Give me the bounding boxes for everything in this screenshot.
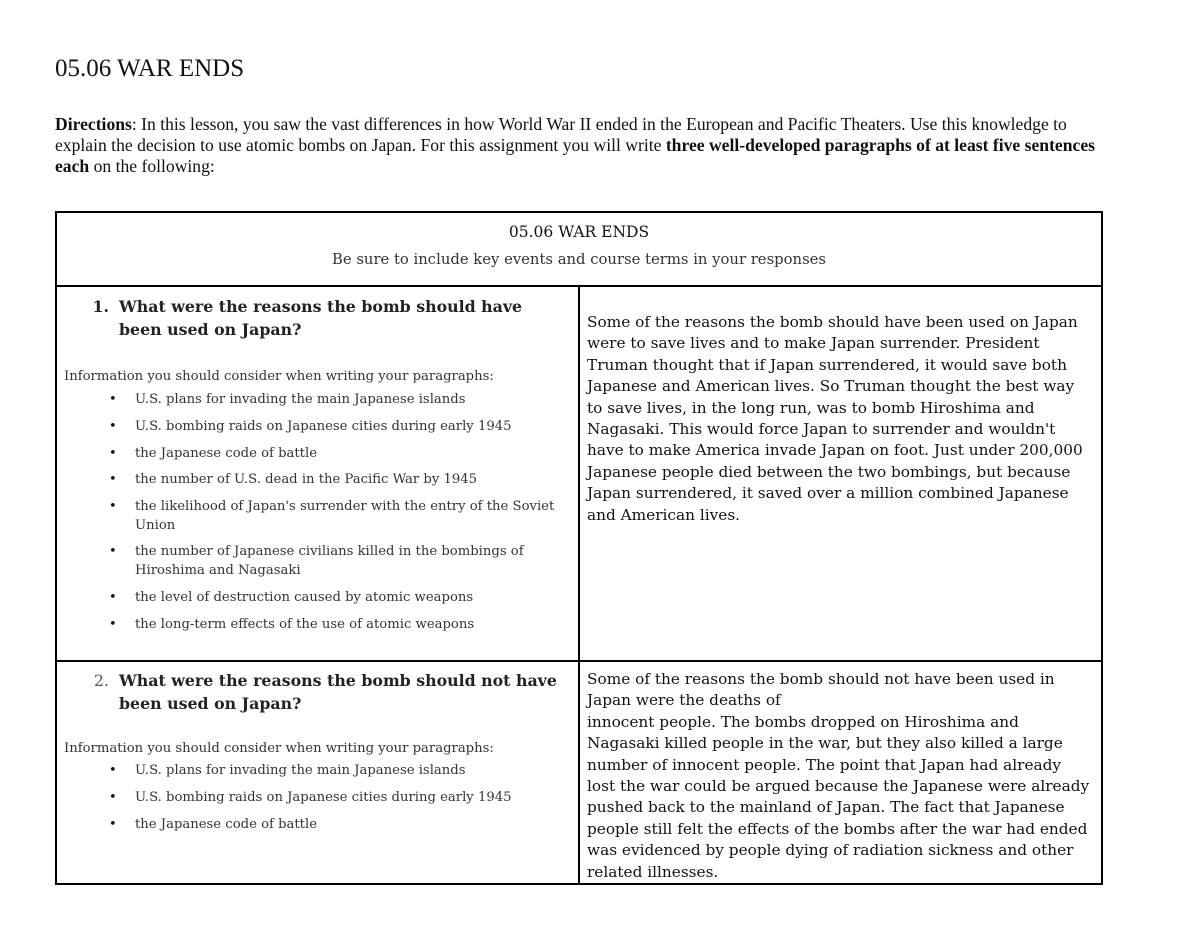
directions-requirement: three well-developed paragraphs of at least five sentences each [55,135,1095,176]
info-label: Information you should consider when writing your paragraphs: [64,369,494,384]
answer-text[interactable] [580,662,1101,883]
list-item: • U.S. plans for invading the main Japanese islands [57,391,578,410]
directions-text: : In this lesson, you saw the vast differences in how World War II ended in the European and Pacific Theaters. Use this knowledge to explain the decision to use atomic bombs on Japan. For this assignment you will write [55,114,1067,155]
list-item: • U.S. bombing raids on Japanese cities during early 1945 [57,789,578,808]
list-item: • the Japanese code of battle [57,445,578,464]
table-header-title: 05.06 WAR ENDS [508,223,650,241]
table-header-row [56,212,1102,286]
page-title: 05.06 WAR ENDS [55,55,245,82]
table-row [56,286,1102,661]
question-number: 1. [92,297,109,316]
answer-cell[interactable] [579,661,1102,884]
table-header-cell [56,212,1102,286]
question-text: What were the reasons the bomb should have been used on Japan? [119,297,523,339]
question-heading [57,669,578,715]
table-header-subtitle: Be sure to include key events and course terms in your responses [331,251,827,268]
list-item: • the long-term effects of the use of atomic weapons [57,616,578,635]
list-item: • the number of U.S. dead in the Pacific War by 1945 [57,471,578,490]
question-text: What were the reasons the bomb should not have been used on Japan? [119,671,557,713]
question-number: 2. [93,671,109,690]
list-item: • the likelihood of Japan's surrender with the entry of the Soviet Union [57,498,578,535]
considerations-list [57,391,578,634]
directions-paragraph [55,114,1115,177]
info-label: Information you should consider when writing your paragraphs: [64,741,494,756]
list-item: • the number of Japanese civilians killed in the bombings of Hiroshima and Nagasaki [57,543,578,580]
directions-label: Directions [55,114,132,134]
directions-text-end: on the following: [89,156,215,176]
question-cell [56,661,579,884]
question-cell [56,286,579,661]
table-row [56,661,1102,884]
list-item: • the level of destruction caused by atomic weapons [57,589,578,608]
answer-text[interactable]: Some of the reasons the bomb should have been used on Japan were to save lives and to make Japan surrender. President Truman thought that if Japan surrendered, it would save both Japanese and American lives. So Truman thought the best way to save lives, in the long run, was to bomb Hiroshima and Nagasaki. This would force Japan to surrender and wouldn't have to make America invade Japan on foot. Just under 200,000 Japanese people died between the two bombings, but because Japan surrendered, it saved over a million combined Japanese and American lives. [587,313,1083,524]
assignment-table [55,211,1103,885]
answer-line: Some of the reasons the bomb should not have been used in Japan were the deaths of [587,670,1055,710]
answer-line: innocent people. The bombs dropped on Hiroshima and Nagasaki killed people in the war, but they also killed a large number of innocent people. The point that Japan had already lost the war could be argued because the Japanese were already pushed back to the mainland of Japan. The fact that Japanese people still felt the effects of the bombs after the war had ended was evidenced by people dying of radiation sickness and other related illnesses. [587,712,1090,881]
list-item: • U.S. bombing raids on Japanese cities during early 1945 [57,418,578,437]
question-heading [57,295,578,341]
considerations-list [57,762,578,834]
list-item: • the Japanese code of battle [57,816,578,835]
list-item: • U.S. plans for invading the main Japanese islands [57,762,578,781]
answer-cell[interactable] [579,286,1102,661]
